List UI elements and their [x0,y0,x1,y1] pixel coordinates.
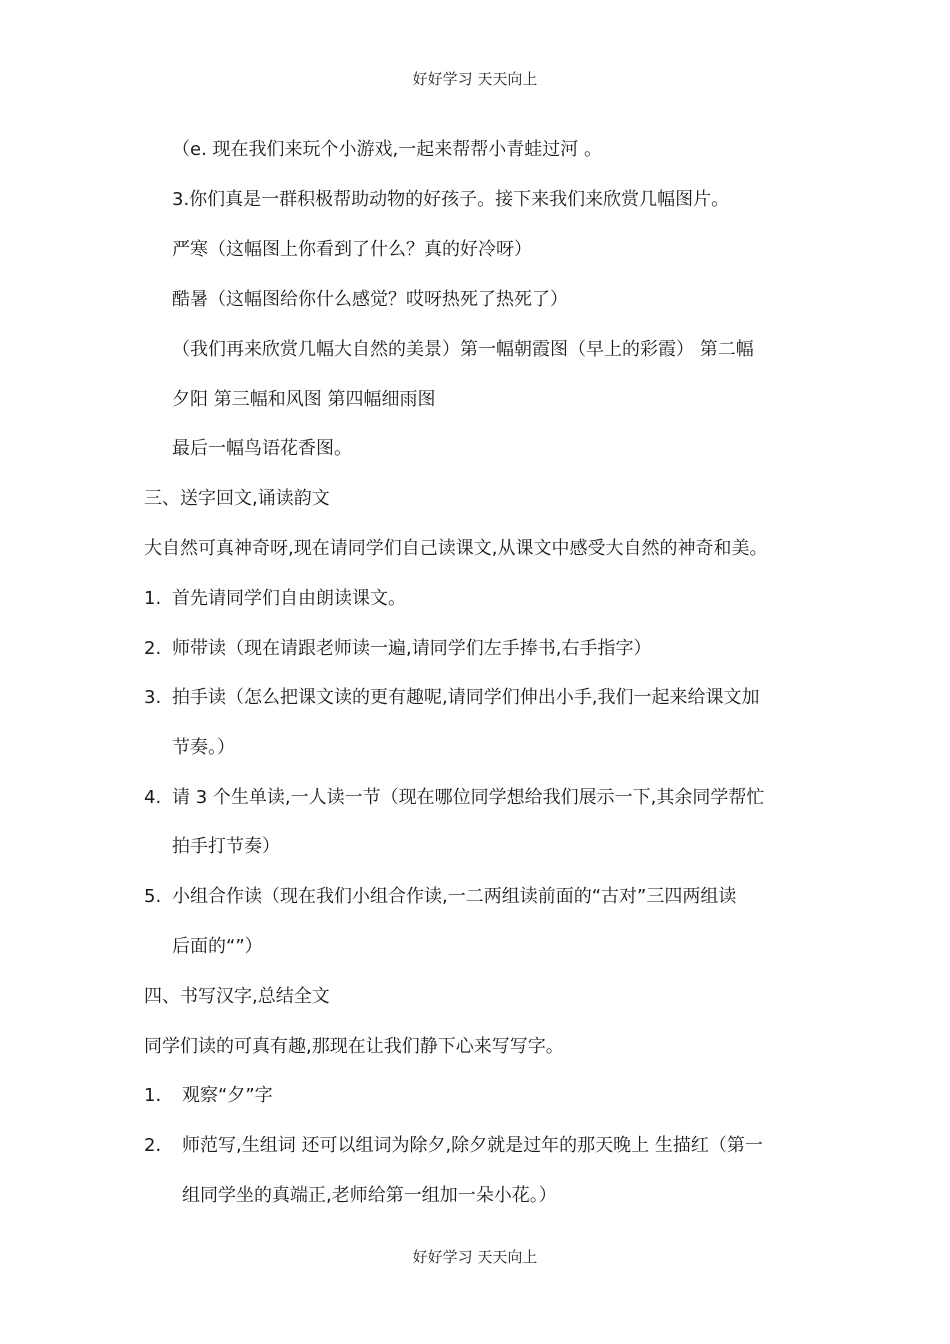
text-line: 严寒（这幅图上你看到了什么？真的好冷呀） [172,239,532,260]
text-line: 同学们读的可真有趣,那现在让我们静下心来写写字。 [144,1036,564,1057]
text-line: 酷暑（这幅图给你什么感觉？哎呀热死了热死了） [172,289,568,310]
page-header: 好好学习 天天向上 [412,70,538,88]
text-line: 大自然可真神奇呀,现在请同学们自己读课文,从课文中感受大自然的神奇和美。 [144,538,768,559]
text-line: 3.你们真是一群积极帮助动物的好孩子。接下来我们来欣赏几幅图片。 [172,189,730,210]
list-number: 3. [144,687,162,708]
list-item: 观察“夕”字 [182,1085,273,1106]
list-item-continuation: 后面的“”） [172,936,263,957]
list-number: 2. [144,638,162,659]
list-item: 首先请同学们自由朗读课文。 [172,588,406,609]
list-number: 5. [144,886,162,907]
list-item: 小组合作读（现在我们小组合作读,一二两组读前面的“古对”三四两组读 [172,886,737,907]
list-item-continuation: 拍手打节奏） [172,836,280,857]
text-line: 夕阳 第三幅和风图 第四幅细雨图 [172,389,436,410]
list-number: 1. [144,588,162,609]
text-line: 最后一幅鸟语花香图。 [172,438,352,459]
text-line: （我们再来欣赏几幅大自然的美景）第一幅朝霞图（早上的彩霞） 第二幅 [172,339,754,360]
list-number: 1． [144,1085,174,1106]
list-item-continuation: 组同学坐的真端正,老师给第一组加一朵小花。） [182,1185,557,1206]
list-item: 拍手读（怎么把课文读的更有趣呢,请同学们伸出小手,我们一起来给课文加 [172,687,760,708]
page-footer: 好好学习 天天向上 [412,1248,538,1266]
text-line: （e. 现在我们来玩个小游戏,一起来帮帮小青蛙过河 。 [172,139,602,160]
list-item-continuation: 节奏。） [172,737,235,758]
section-heading: 三、送字回文,诵读韵文 [144,488,330,509]
list-item: 请 3 个生单读,一人读一节（现在哪位同学想给我们展示一下,其余同学帮忙 [172,787,765,808]
list-number: 2． [144,1135,174,1156]
section-heading: 四、书写汉字,总结全文 [144,986,330,1007]
list-number: 4. [144,787,162,808]
list-item: 师范写,生组词 还可以组词为除夕,除夕就是过年的那天晚上 生描红（第一 [182,1135,763,1156]
list-item: 师带读（现在请跟老师读一遍,请同学们左手捧书,右手指字） [172,638,652,659]
